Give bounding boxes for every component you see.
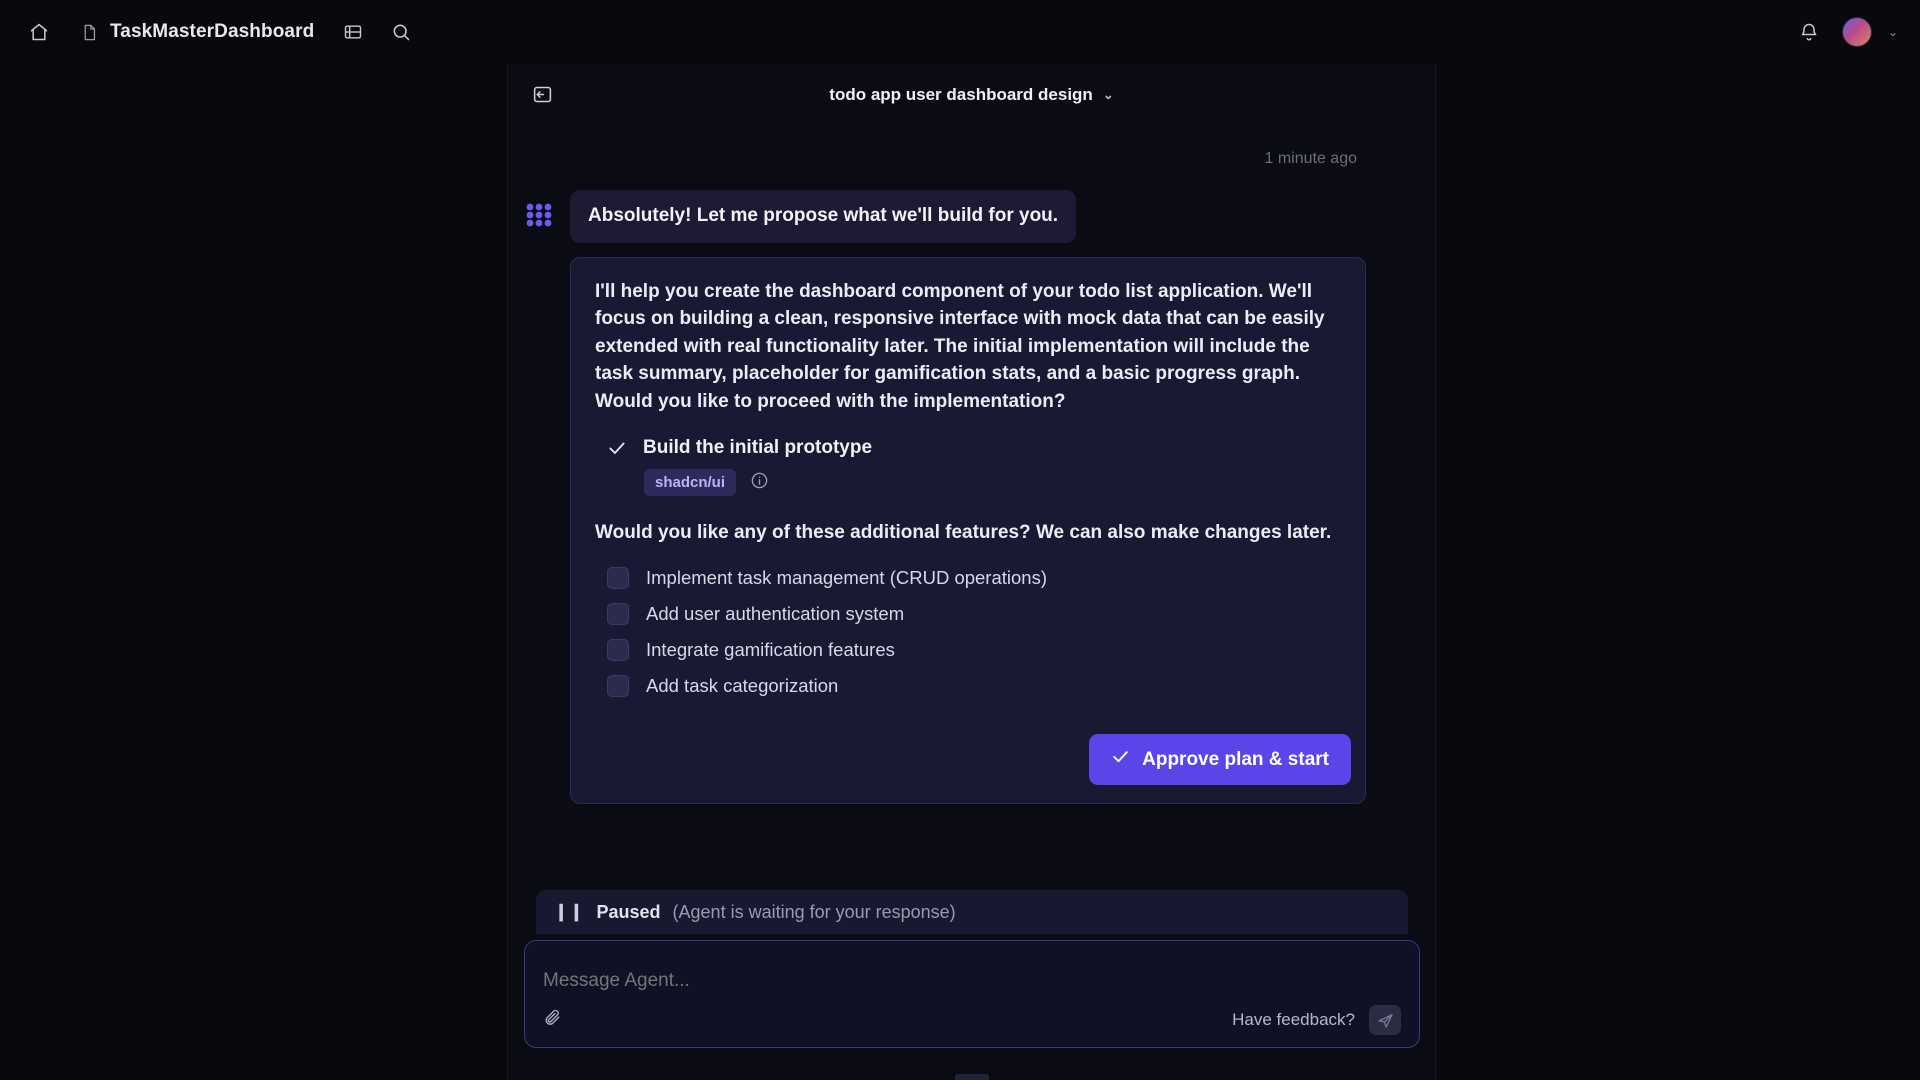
plan-option[interactable]	[607, 668, 1341, 704]
plan-card-footer	[571, 722, 1365, 803]
plan-step	[595, 415, 1341, 459]
chat-title[interactable]	[829, 85, 1113, 105]
send-icon[interactable]	[1369, 1005, 1401, 1035]
checkbox[interactable]	[607, 639, 629, 661]
plan-option[interactable]	[607, 596, 1341, 632]
avatar[interactable]	[1842, 17, 1872, 47]
top-bar-left	[22, 15, 418, 49]
plan-option-label: Implement task management (CRUD operations)	[646, 567, 1047, 589]
bell-icon[interactable]	[1792, 15, 1826, 49]
plan-card	[570, 257, 1366, 805]
plan-option[interactable]	[607, 632, 1341, 668]
checkbox[interactable]	[607, 567, 629, 589]
paused-detail: (Agent is waiting for your response)	[672, 901, 956, 922]
plan-question: Would you like any of these additional features? We can also make changes later.	[595, 522, 1332, 544]
feedback-link[interactable]: Have feedback?	[1232, 1010, 1355, 1029]
paused-status-bar	[536, 890, 1408, 934]
plan-option-label: Add user authentication system	[646, 603, 905, 625]
search-icon[interactable]	[384, 15, 418, 49]
message-input[interactable]	[543, 957, 1401, 1005]
project-chip[interactable]	[70, 17, 322, 47]
message-composer[interactable]	[524, 940, 1420, 1048]
composer-right	[1232, 1005, 1401, 1035]
check-icon	[607, 438, 627, 458]
approve-plan-button[interactable]	[1089, 734, 1351, 785]
info-icon[interactable]	[750, 471, 769, 495]
plan-description: I'll help you create the dashboard component of your todo list application. We'll focus on building a clean, responsive interface with mock data that can be easily extended with real functionality later. The initial implementation will include the task summary, placeholder for gamification stats, and a basic progress graph. Would you like to proceed with the implementation?	[595, 280, 1325, 412]
plan-step-label: Build the initial prototype	[643, 437, 873, 459]
agent-message-row	[508, 168, 1435, 243]
checkbox[interactable]	[607, 675, 629, 697]
chevron-down-icon: ⌄	[1102, 87, 1114, 102]
plan-option-label: Add task categorization	[646, 675, 839, 697]
file-icon	[78, 21, 100, 43]
status-badge[interactable]: shadcn/ui	[644, 469, 736, 496]
collapse-panel-icon[interactable]	[526, 78, 558, 110]
plan-tag-row	[595, 459, 1341, 496]
approve-plan-label: Approve plan & start	[1142, 748, 1329, 770]
panel-resize-handle[interactable]	[955, 1074, 989, 1080]
plan-option[interactable]	[607, 560, 1341, 596]
panel-toggle-icon[interactable]	[336, 15, 370, 49]
paperclip-icon[interactable]	[543, 1008, 562, 1032]
check-icon	[1111, 747, 1130, 772]
chat-title-text: todo app user dashboard design	[829, 85, 1093, 104]
pause-icon: ❙❙	[554, 902, 585, 921]
plan-option-label: Integrate gamification features	[646, 639, 895, 661]
agent-logo-icon	[522, 198, 556, 232]
composer-toolbar	[543, 1005, 1401, 1035]
agent-intro-bubble: Absolutely! Let me propose what we'll build for you.	[570, 190, 1076, 243]
plan-card-body	[571, 258, 1365, 723]
home-icon[interactable]	[22, 15, 56, 49]
top-bar-right	[1792, 15, 1898, 49]
checkbox[interactable]	[607, 603, 629, 625]
chat-header	[508, 64, 1435, 126]
message-timestamp: 1 minute ago	[1264, 150, 1357, 167]
plan-options-list	[595, 544, 1341, 712]
chat-panel	[507, 64, 1436, 1080]
chevron-down-icon[interactable]: ⌄	[1887, 25, 1898, 39]
paused-label: Paused	[596, 901, 661, 922]
top-bar	[0, 0, 1920, 64]
project-name: TaskMasterDashboard	[110, 21, 315, 42]
